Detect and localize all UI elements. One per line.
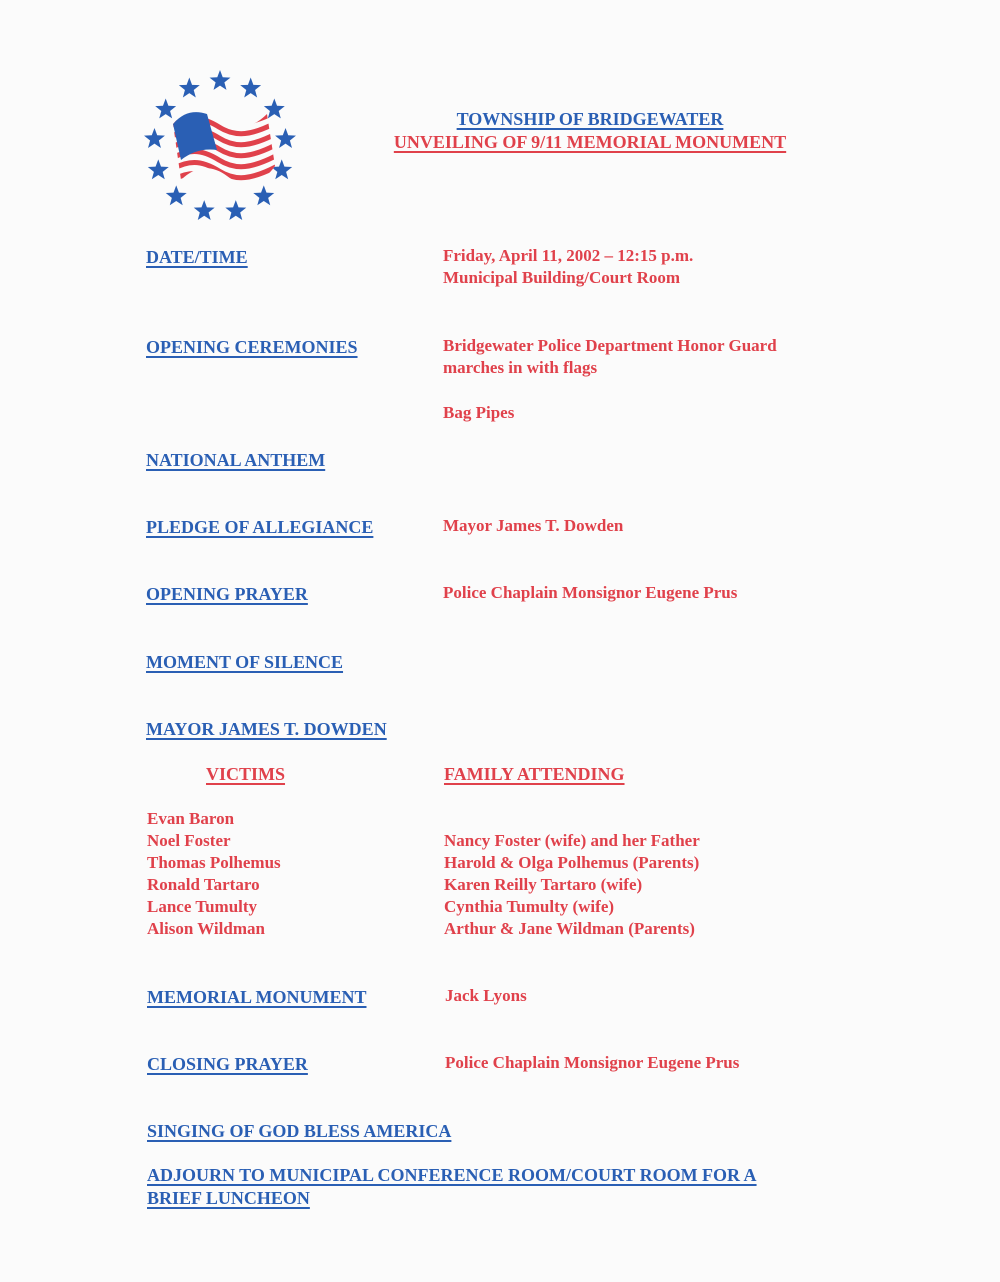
opening-ceremonies-detail: marches in with flags	[443, 358, 598, 377]
victim-name: Alison Wildman	[147, 919, 265, 938]
section-heading-opening-prayer: OPENING PRAYER	[146, 584, 308, 604]
section-heading-adjourn: ADJOURN TO MUNICIPAL CONFERENCE ROOM/COURT ROOM FOR A	[147, 1165, 757, 1185]
section-heading-memorial-monument: MEMORIAL MONUMENT	[147, 987, 367, 1007]
section-heading-moment-of-silence: MOMENT OF SILENCE	[146, 652, 344, 672]
flag-icon	[143, 66, 297, 228]
star-icon	[210, 70, 231, 90]
victim-name: Thomas Polhemus	[147, 853, 281, 872]
family-attending: Harold & Olga Polhemus (Parents)	[444, 853, 700, 872]
memorial-monument-speaker: Jack Lyons	[445, 986, 527, 1005]
family-attending: Karen Reilly Tartaro (wife)	[444, 875, 643, 894]
document-title: TOWNSHIP OF BRIDGEWATER	[456, 109, 724, 129]
star-icon	[179, 78, 200, 98]
section-heading-god-bless-america: SINGING OF GOD BLESS AMERICA	[147, 1121, 452, 1141]
location-value: Municipal Building/Court Room	[443, 268, 681, 287]
section-heading-mayor: MAYOR JAMES T. DOWDEN	[146, 719, 387, 739]
star-icon	[144, 128, 165, 148]
star-icon	[225, 200, 246, 220]
family-attending: Arthur & Jane Wildman (Parents)	[444, 919, 695, 938]
bag-pipes-detail: Bag Pipes	[443, 403, 515, 422]
victim-name: Noel Foster	[147, 831, 231, 850]
date-time-value: Friday, April 11, 2002 – 12:15 p.m.	[443, 246, 694, 265]
opening-ceremonies-detail: Bridgewater Police Department Honor Guard	[443, 336, 777, 355]
star-icon	[155, 99, 176, 119]
victims-column-header: VICTIMS	[206, 764, 286, 784]
family-attending: Nancy Foster (wife) and her Father	[444, 831, 700, 850]
victim-name: Evan Baron	[147, 809, 235, 828]
section-heading-pledge: PLEDGE OF ALLEGIANCE	[146, 517, 374, 537]
family-column-header: FAMILY ATTENDING	[444, 764, 625, 784]
star-icon	[194, 200, 215, 220]
section-heading-adjourn-line2: BRIEF LUNCHEON	[147, 1188, 310, 1208]
flag-stars-emblem-icon	[143, 66, 297, 228]
document-subtitle: UNVEILING OF 9/11 MEMORIAL MONUMENT	[393, 132, 787, 152]
star-icon	[240, 78, 261, 98]
star-icon	[253, 185, 274, 205]
pledge-leader: Mayor James T. Dowden	[443, 516, 624, 535]
victim-name: Lance Tumulty	[147, 897, 258, 916]
section-heading-closing-prayer: CLOSING PRAYER	[147, 1054, 308, 1074]
opening-prayer-leader: Police Chaplain Monsignor Eugene Prus	[443, 583, 738, 602]
star-icon	[275, 128, 296, 148]
victim-name: Ronald Tartaro	[147, 875, 260, 894]
section-heading-opening-ceremonies: OPENING CEREMONIES	[146, 337, 358, 357]
star-icon	[148, 159, 169, 179]
star-icon	[166, 185, 187, 205]
section-heading-date-time: DATE/TIME	[146, 247, 248, 267]
section-heading-national-anthem: NATIONAL ANTHEM	[146, 450, 326, 470]
closing-prayer-leader: Police Chaplain Monsignor Eugene Prus	[445, 1053, 740, 1072]
family-attending: Cynthia Tumulty (wife)	[444, 897, 615, 916]
